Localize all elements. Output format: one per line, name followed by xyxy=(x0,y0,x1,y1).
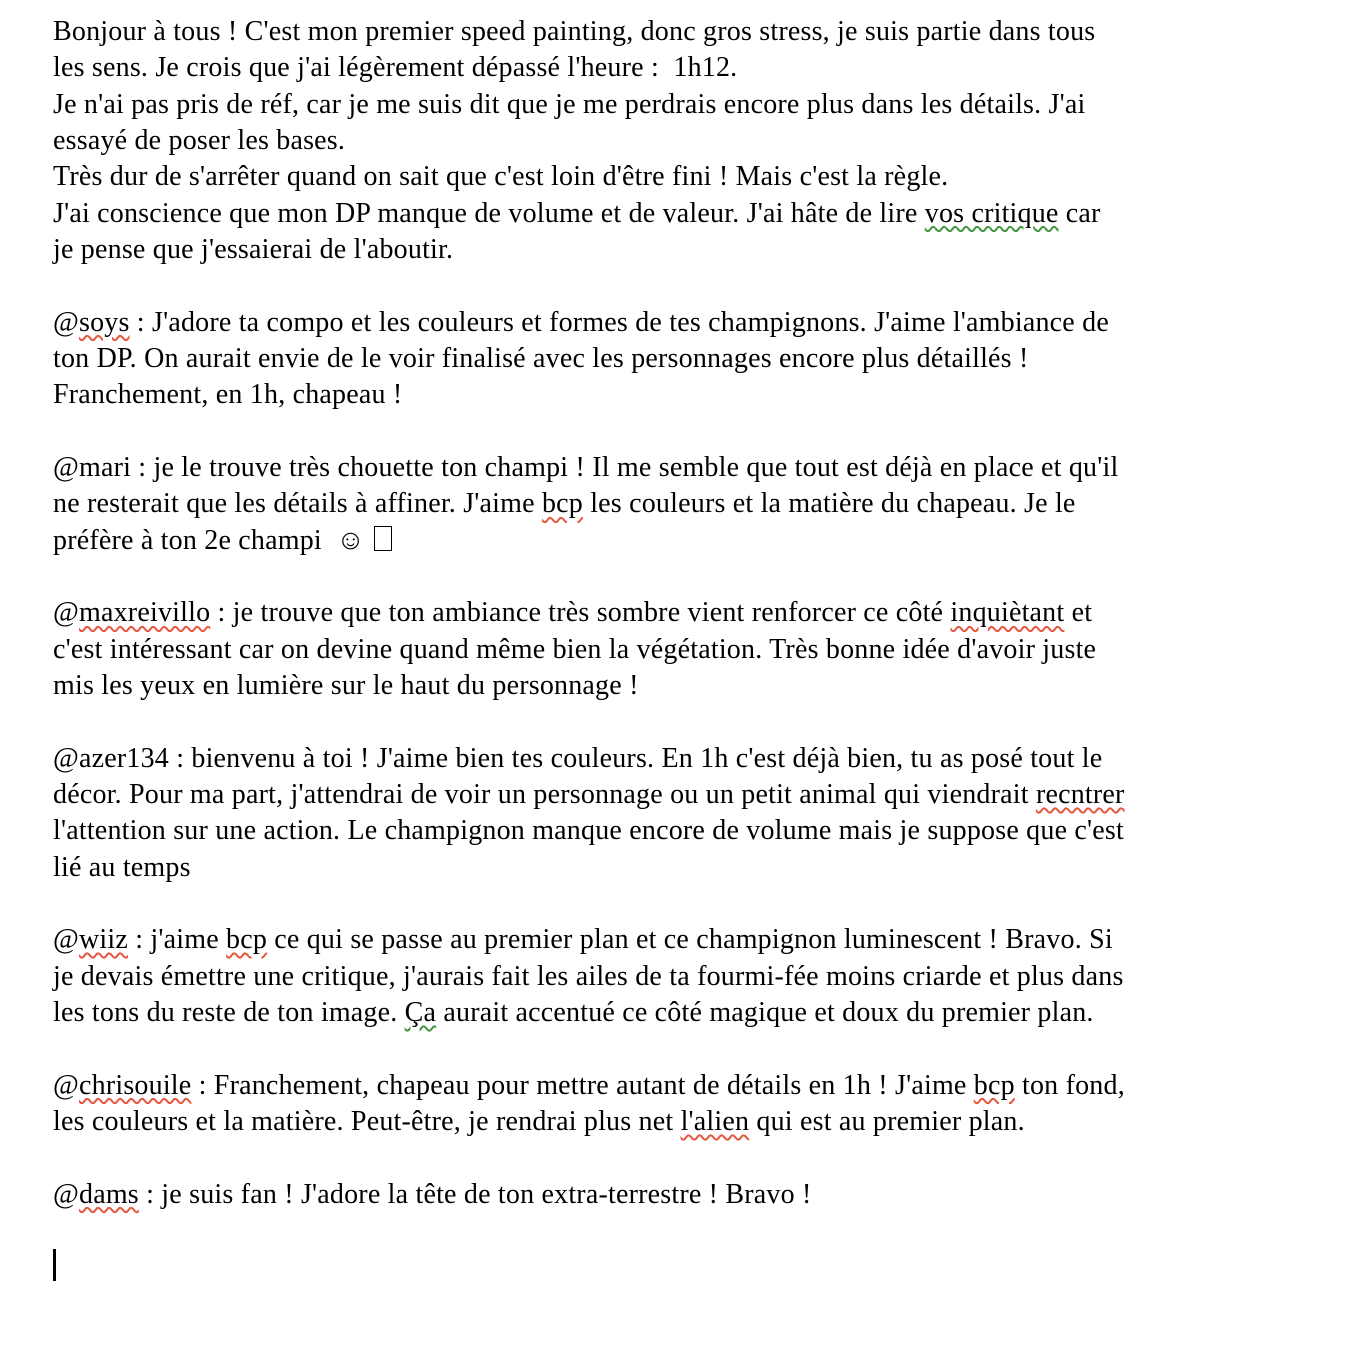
text-line xyxy=(53,87,1316,123)
text-run: Franchement, en 1h, chapeau ! xyxy=(53,379,403,411)
text-run: les couleurs et la matière. Peut-être, je rendrai plus net xyxy=(53,1105,681,1137)
text-run: lié au temps xyxy=(53,851,191,883)
text-run: J'ai conscience que mon DP manque de volume et de valeur. J'ai hâte de lire xyxy=(53,197,925,229)
text-line xyxy=(53,995,1316,1031)
text-run: aurait accentué ce côté magique et doux du premier plan. xyxy=(436,996,1094,1028)
text-line xyxy=(53,1104,1316,1140)
missing-glyph-box xyxy=(374,526,392,551)
text-run: @ xyxy=(53,306,79,338)
text-line xyxy=(53,1140,1316,1176)
spellcheck-flagged-word: chrisouile xyxy=(79,1069,192,1101)
text-run: : je suis fan ! J'adore la tête de ton extra-terrestre ! Bravo ! xyxy=(138,1178,812,1210)
text-run: les tons du reste de ton image. xyxy=(53,996,405,1028)
text-line xyxy=(53,196,1316,232)
text-line xyxy=(53,268,1316,304)
text-line xyxy=(53,632,1316,668)
text-line xyxy=(53,886,1316,922)
text-run: Bonjour à tous ! C'est mon premier speed painting, donc gros stress, je suis partie dans tous xyxy=(53,16,1096,47)
text-line xyxy=(53,1177,1316,1213)
text-line xyxy=(53,595,1316,631)
text-run: Je n'ai pas pris de réf, car je me suis dit que je me perdrais encore plus dans les détails. J'ai xyxy=(53,88,1086,120)
text-line xyxy=(53,959,1316,995)
text-line xyxy=(53,123,1316,159)
spellcheck-flagged-word: inquiètant xyxy=(950,597,1065,629)
text-line xyxy=(53,777,1316,813)
text-line xyxy=(53,523,1316,559)
text-run: je pense que j'essaierai de l'aboutir. xyxy=(53,233,454,265)
text-run: et xyxy=(1064,597,1093,629)
spellcheck-flagged-word: bcp xyxy=(973,1069,1015,1101)
text-run: : Franchement, chapeau pour mettre autant de détails en 1h ! J'aime xyxy=(191,1069,974,1101)
text-line xyxy=(53,341,1316,377)
text-line xyxy=(53,14,1316,50)
text-run: @ xyxy=(53,1069,79,1101)
text-line xyxy=(53,741,1316,777)
text-line xyxy=(53,1068,1316,1104)
text-line xyxy=(53,450,1316,486)
text-run: ton fond, xyxy=(1014,1069,1125,1101)
grammar-flagged-word: vos critique xyxy=(924,197,1059,229)
text-line xyxy=(53,1213,1316,1249)
text-run: @azer134 : bienvenu à toi ! J'aime bien tes couleurs. En 1h c'est déjà bien, tu as posé tout le xyxy=(53,742,1103,774)
text-run: Très dur de s'arrêter quand on sait que c'est loin d'être fini ! Mais c'est la règle. xyxy=(53,161,949,193)
spellcheck-flagged-word: bcp xyxy=(226,924,268,956)
text-line xyxy=(53,850,1316,886)
text-run: essayé de poser les bases. xyxy=(53,124,346,156)
spellcheck-flagged-word: wiiz xyxy=(79,924,129,956)
text-run: : je trouve que ton ambiance très sombre vient renforcer ce côté xyxy=(210,597,951,629)
text-run: @mari : je le trouve très chouette ton champi ! Il me semble que tout est déjà en place et qu'il xyxy=(53,451,1119,483)
spellcheck-flagged-word: dams xyxy=(79,1178,139,1210)
text-line xyxy=(53,159,1316,195)
spellcheck-flagged-word: maxreivillo xyxy=(79,597,211,629)
text-cursor xyxy=(53,1249,56,1281)
text-run: : j'aime xyxy=(128,924,227,956)
text-line xyxy=(53,668,1316,704)
spellcheck-flagged-word: soys xyxy=(79,306,130,338)
text-run: préfère à ton 2e champi ☺ xyxy=(53,524,373,556)
text-run: ton DP. On aurait envie de le voir finalisé avec les personnages encore plus détaillés ! xyxy=(53,342,1029,374)
spellcheck-flagged-word: bcp xyxy=(541,488,583,520)
text-run: @ xyxy=(53,1178,79,1210)
text-run: mis les yeux en lumière sur le haut du personnage ! xyxy=(53,669,639,701)
text-line xyxy=(53,486,1316,522)
text-run: c'est intéressant car on devine quand même bien la végétation. Très bonne idée d'avoir juste xyxy=(53,633,1097,665)
text-run: les couleurs et la matière du chapeau. Je le xyxy=(583,488,1076,520)
text-line xyxy=(53,1249,1316,1285)
text-line xyxy=(53,414,1316,450)
text-run: qui est au premier plan. xyxy=(749,1105,1025,1137)
text-run: je devais émettre une critique, j'aurais fait les ailes de ta fourmi-fée moins criarde et plus dans xyxy=(53,960,1124,992)
text-line xyxy=(53,305,1316,341)
text-run: @ xyxy=(53,924,79,956)
text-line xyxy=(53,232,1316,268)
text-run: : J'adore ta compo et les couleurs et formes de tes champignons. J'aime l'ambiance de xyxy=(129,306,1109,338)
text-run: car xyxy=(1058,197,1101,229)
text-line xyxy=(53,1031,1316,1067)
text-line xyxy=(53,922,1316,958)
text-line xyxy=(53,377,1316,413)
text-line xyxy=(53,704,1316,740)
text-run: @ xyxy=(53,597,79,629)
text-run: l'attention sur une action. Le champignon manque encore de volume mais je suppose que c'est xyxy=(53,815,1124,847)
grammar-flagged-word: Ça xyxy=(404,996,437,1028)
text-line xyxy=(53,813,1316,849)
text-run: ne resterait que les détails à affiner. J'aime xyxy=(53,488,542,520)
text-run: les sens. Je crois que j'ai légèrement dépassé l'heure : 1h12. xyxy=(53,52,738,84)
spellcheck-flagged-word: l'alien xyxy=(680,1105,750,1137)
text-run: décor. Pour ma part, j'attendrai de voir un personnage ou un petit animal qui viendrait xyxy=(53,778,1036,810)
text-line xyxy=(53,559,1316,595)
text-line xyxy=(53,50,1316,86)
spellcheck-flagged-word: recntrer xyxy=(1035,778,1125,810)
text-run: ce qui se passe au premier plan et ce champignon luminescent ! Bravo. Si xyxy=(267,924,1113,956)
